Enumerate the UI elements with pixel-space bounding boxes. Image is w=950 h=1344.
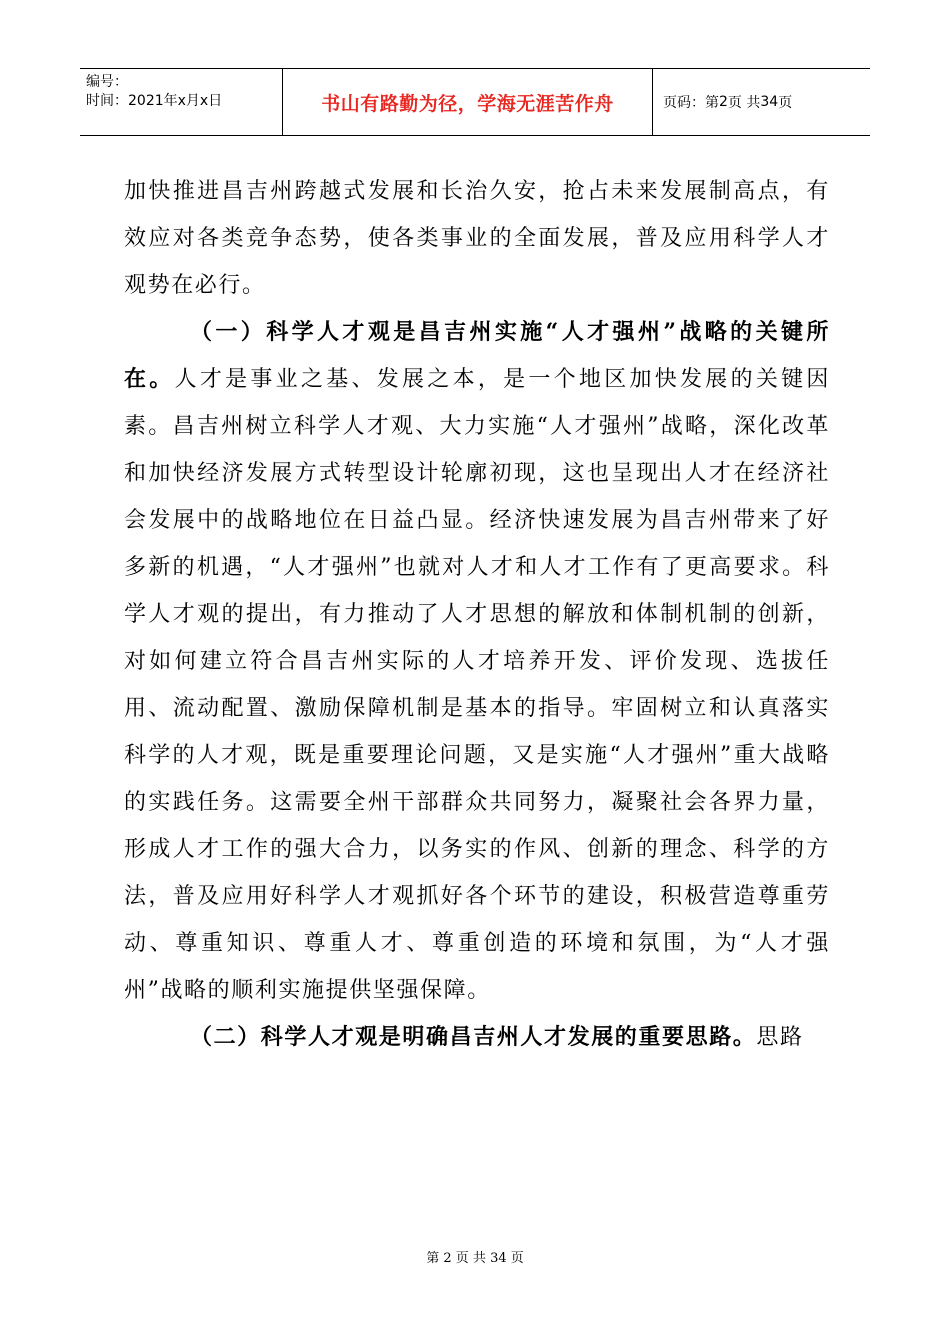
page-code-total: 34 (760, 94, 779, 110)
header-page-code (653, 69, 870, 135)
section-heading-2: （二）科学人才观是明确昌吉州人才发展的重要思路。 (190, 1024, 757, 1050)
footer-suffix: 页 (510, 1251, 524, 1266)
document-number-label: 编号： (86, 74, 128, 90)
paragraph-3-text: 思路 (756, 1025, 804, 1050)
header-motto: 书山有路勤为径，学海无涯苦作舟 (283, 69, 653, 135)
page-footer (0, 1247, 950, 1266)
footer-current-page: 2 (443, 1251, 452, 1266)
paragraph-3 (124, 1014, 830, 1061)
paragraph-2-text: 人才是事业之基、发展之本，是一个地区加快发展的关键因素。昌吉州树立科学人才观、大力实施“人才强州”战略，深化改革和加快经济发展方式转型设计轮廓初现，这也呈现出人才在经济社会发展中的战略地位在日益凸显。经济快速发展为昌吉州带来了好多新的机遇，“人才强州”也就对人才和人才工作有了更高要求。科学人才观的提出，有力推动了人才思想的解放和体制机制的创新，对如何建立符合昌吉州实际的人才培养开发、评价发现、选拔任用、流动配置、激励保障机制是基本的指导。牢固树立和认真落实科学的人才观，既是重要理论问题，又是实施“人才强州”重大战略的实践任务。这需要全州干部群众共同努力，凝聚社会各界力量，形成人才工作的强大合力，以务实的作风、创新的理念、科学的方法，普及应用好科学人才观抓好各个环节的建设，积极营造尊重劳动、尊重知识、尊重人才、尊重创造的环境和氛围，为“人才强州”战略的顺利实施提供坚强保障。 (124, 367, 831, 1003)
footer-total-pages: 34 (490, 1251, 507, 1266)
document-body (124, 168, 830, 1061)
section-heading-1: （一）科学人才观是昌吉州实施“人才强州”战略的关键所在。 (124, 319, 830, 392)
page-code-label: 页码：第 (663, 95, 719, 111)
footer-middle: 页 共 (455, 1251, 486, 1266)
header-meta-cell (80, 69, 283, 135)
page-code-suffix: 页 (778, 95, 793, 111)
footer-prefix: 第 (426, 1251, 440, 1266)
document-time-label: 时间：2021年x月x日 (86, 93, 223, 109)
page-header (80, 68, 870, 136)
page-code-current: 2 (719, 94, 728, 110)
paragraph-2 (124, 309, 830, 1014)
page-code-middle: 页 共 (727, 95, 761, 111)
paragraph-1: 加快推进昌吉州跨越式发展和长治久安，抢占未来发展制高点，有效应对各类竞争态势，使各类事业的全面发展，普及应用科学人才观势在必行。 (124, 179, 830, 298)
